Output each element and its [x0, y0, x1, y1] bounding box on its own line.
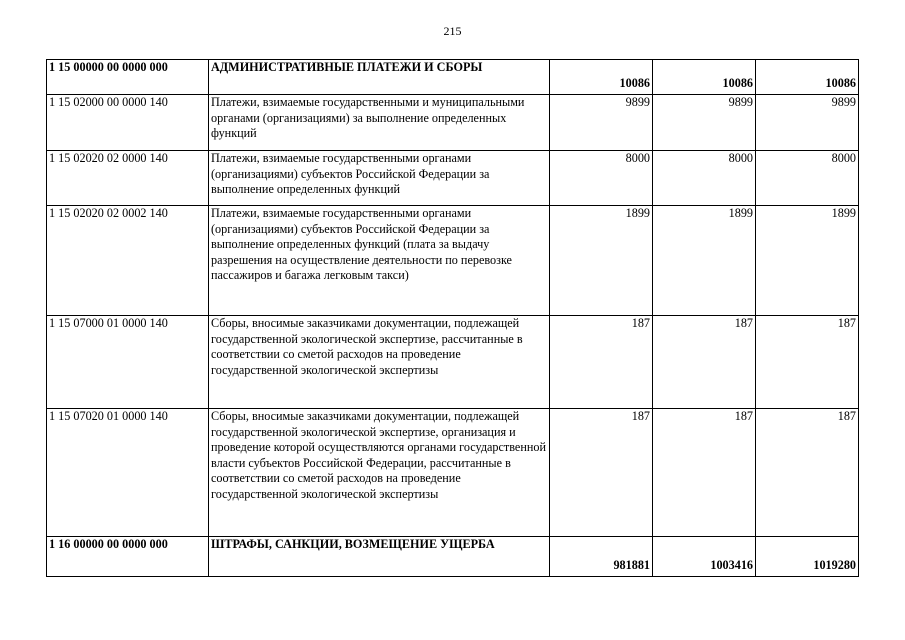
- budget-table: [46, 59, 859, 577]
- row-value-1: 187: [550, 316, 653, 409]
- row-value-2: 187: [653, 409, 756, 537]
- row-value-2: 10086: [653, 60, 756, 95]
- row-value-3: 187: [756, 316, 859, 409]
- row-name: АДМИНИСТРАТИВНЫЕ ПЛАТЕЖИ И СБОРЫ: [209, 60, 550, 95]
- row-value-3: 187: [756, 409, 859, 537]
- table-row: [47, 206, 859, 316]
- table-row: [47, 316, 859, 409]
- row-code: 1 15 00000 00 0000 000: [47, 60, 209, 95]
- row-name: Сборы, вносимые заказчиками документации, подлежащей государственной экологической экспертизе, рассчитанные в соответствии со сметой расходов на проведение государственной экологической экспертизы: [209, 316, 550, 409]
- row-code: 1 15 07020 01 0000 140: [47, 409, 209, 537]
- row-value-2: 8000: [653, 151, 756, 206]
- row-value-2: 187: [653, 316, 756, 409]
- table-row: [47, 537, 859, 577]
- row-code: 1 15 07000 01 0000 140: [47, 316, 209, 409]
- row-code: 1 15 02020 02 0000 140: [47, 151, 209, 206]
- row-name: Сборы, вносимые заказчиками документации, подлежащей государственной экологической экспертизе, организация и проведение которой осуществляются органами государственной власти субъектов Российской Федерации, рассчитанные в соответствии со сметой расходов на проведение государственной экологической экспертизы: [209, 409, 550, 537]
- row-name: Платежи, взимаемые государственными и муниципальными органами (организациями) за выполнение определенных функций: [209, 95, 550, 151]
- row-name: Платежи, взимаемые государственными органами (организациями) субъектов Российской Федерации за выполнение определенных функций (плата за выдачу разрешения на осуществление деятельности по перевозке пассажиров и багажа легковым такси): [209, 206, 550, 316]
- row-value-3: 9899: [756, 95, 859, 151]
- row-value-1: 8000: [550, 151, 653, 206]
- row-value-2: 9899: [653, 95, 756, 151]
- row-value-1: 187: [550, 409, 653, 537]
- row-code: 1 15 02020 02 0002 140: [47, 206, 209, 316]
- row-value-3: 8000: [756, 151, 859, 206]
- table-row: [47, 409, 859, 537]
- table-row: [47, 151, 859, 206]
- page-number: 215: [443, 24, 462, 38]
- table-row: [47, 95, 859, 151]
- row-value-2: 1899: [653, 206, 756, 316]
- row-value-3: 1019280: [756, 537, 859, 577]
- row-name: Платежи, взимаемые государственными органами (организациями) субъектов Российской Федерации за выполнение определенных функций: [209, 151, 550, 206]
- row-code: 1 15 02000 00 0000 140: [47, 95, 209, 151]
- row-value-3: 10086: [756, 60, 859, 95]
- table-row: [47, 60, 859, 95]
- row-value-1: 10086: [550, 60, 653, 95]
- row-value-1: 1899: [550, 206, 653, 316]
- row-value-3: 1899: [756, 206, 859, 316]
- row-value-1: 981881: [550, 537, 653, 577]
- row-value-1: 9899: [550, 95, 653, 151]
- row-value-2: 1003416: [653, 537, 756, 577]
- row-code: 1 16 00000 00 0000 000: [47, 537, 209, 577]
- row-name: ШТРАФЫ, САНКЦИИ, ВОЗМЕЩЕНИЕ УЩЕРБА: [209, 537, 550, 577]
